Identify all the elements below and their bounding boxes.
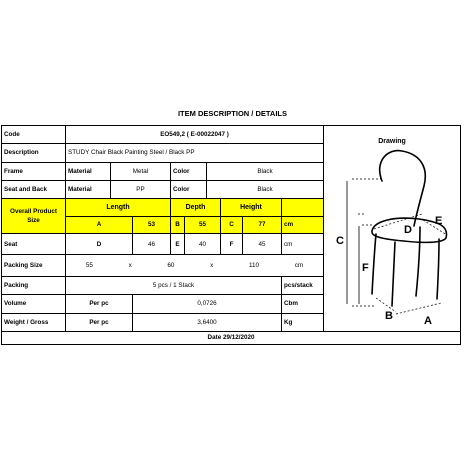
seat-back-color-label: Color bbox=[171, 180, 207, 198]
front-left-leg bbox=[372, 234, 376, 294]
dimension-b-label: B bbox=[385, 310, 393, 322]
dim-e-value: 40 bbox=[185, 233, 221, 255]
spec-table bbox=[1, 125, 461, 345]
overall-unit: cm bbox=[282, 216, 324, 233]
dimension-d-label: D bbox=[404, 224, 412, 236]
back-right-leg bbox=[437, 239, 439, 299]
packing-size-unit: cm bbox=[294, 262, 304, 270]
depth-label: Depth bbox=[171, 199, 221, 216]
dimension-a-label: A bbox=[424, 315, 432, 327]
packing-label: Packing bbox=[2, 276, 66, 294]
volume-label: Volume bbox=[2, 295, 66, 313]
dim-f-letter: F bbox=[221, 233, 243, 255]
weight-per: Per pc bbox=[66, 313, 133, 331]
overall-size-label: Overall Product Size bbox=[2, 199, 66, 234]
packing-x1: x bbox=[128, 262, 132, 270]
back-left-leg bbox=[416, 227, 420, 296]
overall-header-blank bbox=[282, 199, 324, 216]
frame-label: Frame bbox=[2, 162, 66, 180]
seat-back-material-value: PP bbox=[111, 180, 171, 198]
document-title: ITEM DESCRIPTION / DETAILS bbox=[177, 109, 288, 118]
code-label: Code bbox=[2, 126, 66, 144]
seat-back-material-label: Material bbox=[66, 180, 111, 198]
packing-width: 55 bbox=[85, 262, 93, 270]
height-label: Height bbox=[221, 199, 282, 216]
dim-c-value: 77 bbox=[243, 216, 282, 233]
volume-per: Per pc bbox=[66, 295, 133, 313]
length-label: Length bbox=[66, 199, 171, 216]
frame-color-value: Black bbox=[207, 162, 324, 180]
dim-d-letter: D bbox=[66, 233, 133, 255]
frame-color-label: Color bbox=[171, 162, 207, 180]
dimension-c-label: C bbox=[336, 235, 344, 247]
weight-label: Weight / Gross bbox=[2, 313, 66, 331]
seat-back-color-value: Black bbox=[207, 180, 324, 198]
weight-unit: Kg bbox=[282, 313, 324, 331]
dim-f-value: 45 bbox=[243, 233, 282, 255]
description-label: Description bbox=[2, 144, 66, 162]
backrest-shape bbox=[380, 151, 426, 226]
dim-b-letter: B bbox=[171, 216, 185, 233]
drawing-panel bbox=[324, 126, 461, 332]
dim-e-letter: E bbox=[171, 233, 185, 255]
packing-x2: x bbox=[210, 262, 214, 270]
weight-value: 3,6400 bbox=[133, 313, 282, 331]
dim-a-letter: A bbox=[66, 216, 133, 233]
volume-unit: Cbm bbox=[282, 295, 324, 313]
dimension-e-label: E bbox=[435, 215, 443, 227]
seat-label: Seat bbox=[2, 233, 66, 255]
volume-value: 0,0726 bbox=[133, 295, 282, 313]
packing-height: 110 bbox=[249, 262, 260, 270]
packing-value: 5 pcs / 1 Stack bbox=[66, 276, 282, 294]
seat-unit: cm bbox=[282, 233, 324, 255]
seat-back-label: Seat and Back bbox=[2, 180, 66, 198]
chair-drawing bbox=[324, 126, 461, 329]
packing-size-cell bbox=[66, 255, 324, 277]
frame-material-value: Metal bbox=[111, 162, 171, 180]
date-text: Date 29/12/2020 bbox=[2, 331, 461, 344]
dim-d-value: 46 bbox=[133, 233, 171, 255]
packing-depth: 60 bbox=[167, 262, 175, 270]
dim-a-value: 53 bbox=[133, 216, 171, 233]
packing-unit: pcs/stack bbox=[282, 276, 324, 294]
frame-material-label: Material bbox=[66, 162, 111, 180]
dimension-f-label: F bbox=[362, 262, 369, 274]
dim-b-value: 55 bbox=[185, 216, 221, 233]
code-row bbox=[2, 126, 461, 144]
code-value: EO549,2 ( E-00022047 ) bbox=[66, 126, 324, 144]
date-row bbox=[2, 331, 461, 344]
drawing-label: Drawing bbox=[378, 138, 406, 145]
description-value: STUDY Chair Black Painting Steel / Black PP bbox=[66, 144, 324, 162]
packing-size-label: Packing Size bbox=[2, 255, 66, 277]
front-right-leg bbox=[392, 242, 395, 306]
dim-c-letter: C bbox=[221, 216, 243, 233]
